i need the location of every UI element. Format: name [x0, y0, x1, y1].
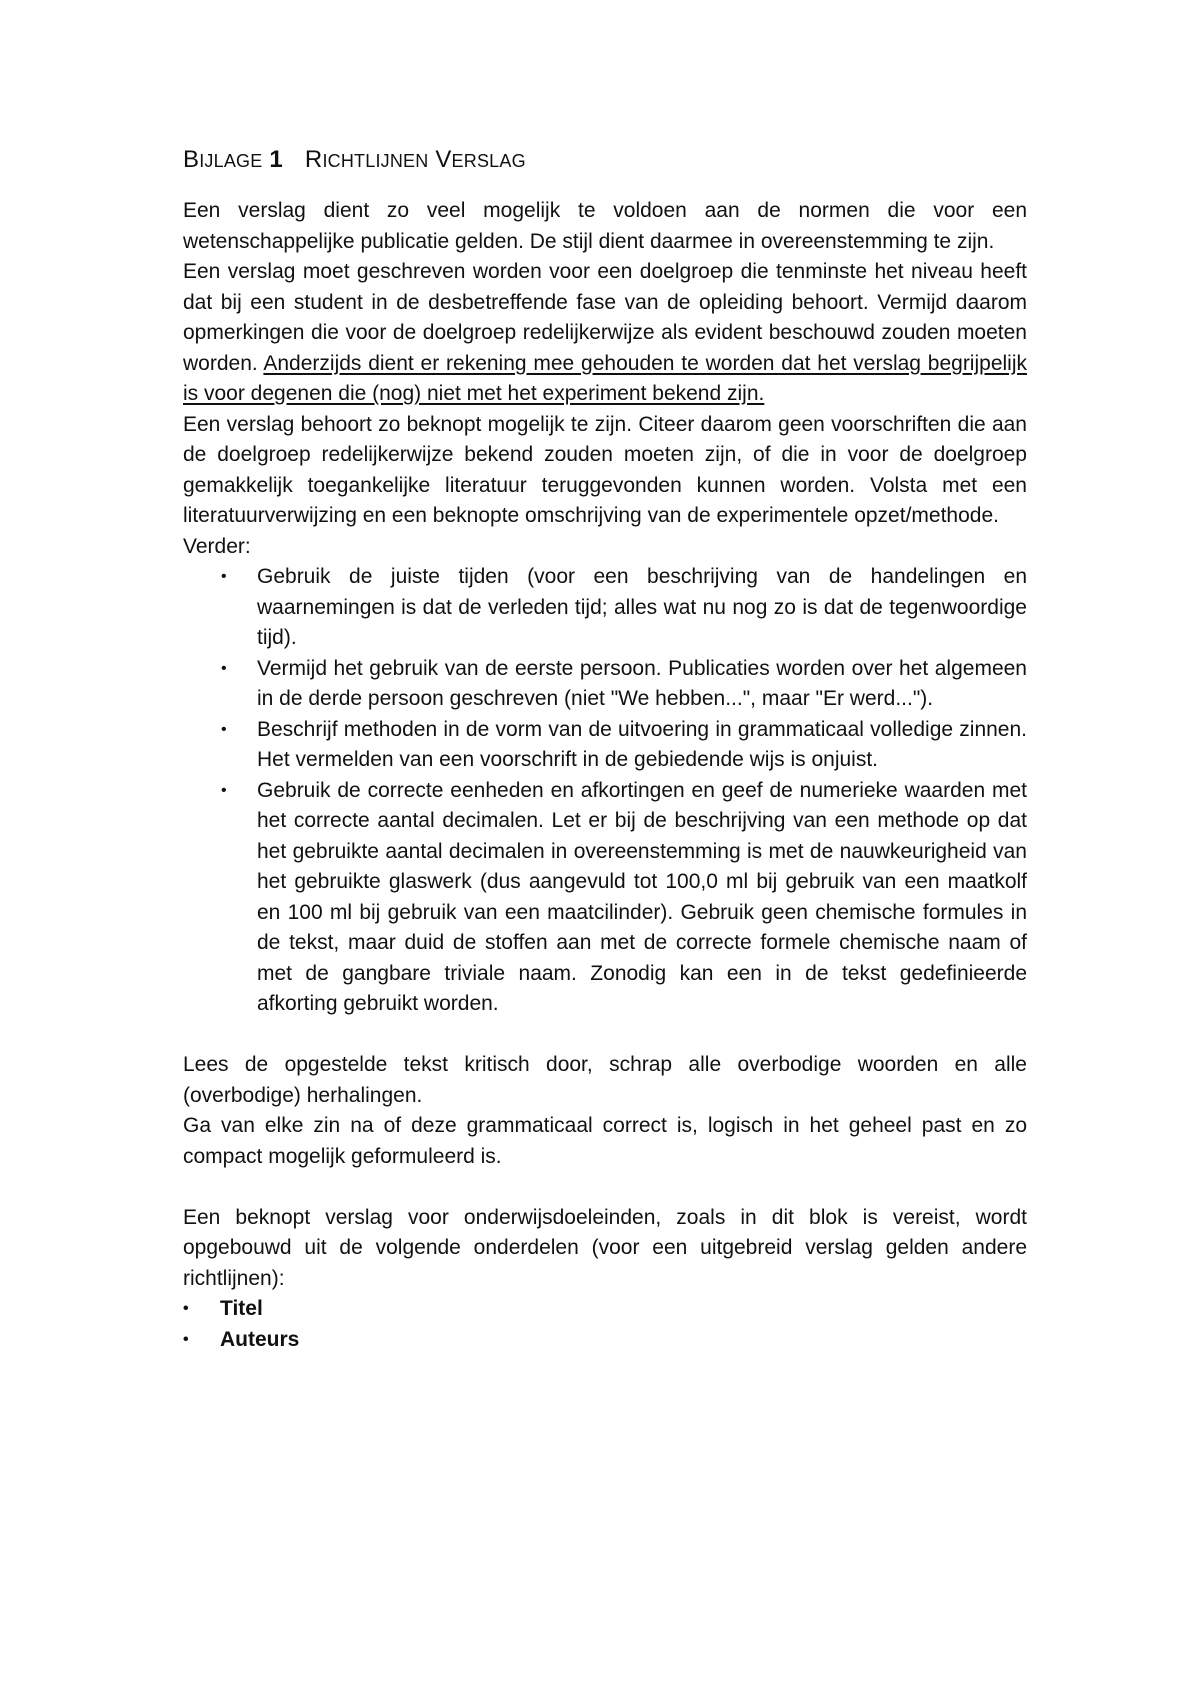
paragraph-audience [183, 257, 1027, 410]
paragraph-grammar: Ga van elke zin na of deze grammaticaal correct is, logisch in het geheel past en zo compact mogelijk geformuleerd is. [183, 1114, 1027, 1168]
list-item [183, 1294, 1027, 1325]
bullet-icon: • [221, 720, 227, 738]
sections-list [183, 1294, 1027, 1355]
paragraph-structure: Een beknopt verslag voor onderwijsdoeleinden, zoals in dit blok is vereist, wordt opgebouwd uit de volgende onderdelen (voor een uitgebreid verslag gelden andere richtlijnen): [183, 1205, 1027, 1290]
list-item [221, 776, 1027, 1020]
bullet-icon: • [221, 568, 227, 585]
page-title [183, 143, 1027, 178]
bullet-icon: • [221, 781, 227, 799]
list-item [221, 654, 1027, 715]
section-title: Titel [220, 1297, 263, 1320]
heading-part2-rest: ICHTLIJNEN [322, 151, 429, 171]
blank-line [183, 1020, 1027, 1051]
paragraph-audience-underlined: Anderzijds dient er rekening mee gehouden te worden dat het verslag begrijpelijk is voor degenen die (nog) niet met het experiment bekend zijn. [183, 351, 1027, 405]
paragraph-review: Lees de opgestelde tekst kritisch door, schrap alle overbodige woorden en alle (overbodige) herhalingen. [183, 1053, 1027, 1107]
heading-part3-rest: ERSLAG [451, 151, 526, 171]
blank-line [183, 1172, 1027, 1203]
heading-part1-initial: B [183, 146, 200, 173]
document-body [183, 143, 1027, 1355]
heading-part1-rest: IJLAGE [199, 151, 263, 171]
guidelines-list [183, 562, 1027, 1020]
list-item-text: Gebruik de correcte eenheden en afkortingen en geef de numerieke waarden met het correcte aantal decimalen. Let er bij de beschrijving van een methode op dat het gebruikte aantal decimalen in overeenstemming is met de nauwkeurigheid van het gebruikte glaswerk (dus aangevuld tot 100,0 ml bij gebruik van een maatkolf en 100 ml bij gebruik van een maatcilinder). Gebruik geen chemische formules in de tekst, maar duid de stoffen aan met de correcte formele chemische naam of met de gangbare triviale naam. Zonodig kan een in de tekst gedefinieerde afkorting gebruikt worden. [257, 778, 1027, 1015]
list-item-text: Beschrijf methoden in de vorm van de uitvoering in grammaticaal volledige zinnen. Het vermelden van een voorschrift in de gebiedende wijs is onjuist. [257, 717, 1027, 771]
list-item-text: Vermijd het gebruik van de eerste persoon. Publicaties worden over het algemeen in de derde persoon geschreven (niet "We hebben...", maar "Er werd..."). [257, 656, 1027, 710]
list-item-text: Gebruik de juiste tijden (voor een beschrijving van de handelingen en waarnemingen is dat de verleden tijd; alles wat nu nog zo is dat de tegenwoordige tijd). [257, 565, 1027, 649]
heading-part3-initial: V [435, 146, 452, 173]
bullet-icon: • [183, 1330, 189, 1348]
paragraph-audience-text: Een verslag moet geschreven worden voor een doelgroep die tenminste het niveau heeft dat bij een student in de desbetreffende fase van de opleiding behoort. Vermijd daarom opmerkingen die voor de doelgroep redelijkerwijze als evident beschouwd zouden moeten worden. [183, 260, 1027, 375]
bullet-icon: • [183, 1300, 189, 1317]
list-item [221, 562, 1027, 654]
list-item [183, 1325, 1027, 1356]
heading-part1-number: 1 [269, 146, 283, 173]
list-item [221, 715, 1027, 776]
heading-part2-initial: R [304, 146, 323, 173]
paragraph-verder: Verder: [183, 534, 251, 558]
paragraph-intro: Een verslag dient zo veel mogelijk te voldoen aan de normen die voor een wetenschappelijke publicatie gelden. De stijl dient daarmee in overeenstemming te zijn. [183, 199, 1027, 253]
bullet-icon: • [221, 659, 227, 677]
section-authors: Auteurs [220, 1327, 300, 1351]
paragraph-concise: Een verslag behoort zo beknopt mogelijk te zijn. Citeer daarom geen voorschriften die aan de doelgroep redelijkerwijze bekend zouden moeten zijn, of die in voor de doelgroep gemakkelijk toegankelijke literatuur teruggevonden kunnen worden. Volsta met een literatuurverwijzing en een beknopte omschrijving van de experimentele opzet/methode. [183, 412, 1027, 527]
